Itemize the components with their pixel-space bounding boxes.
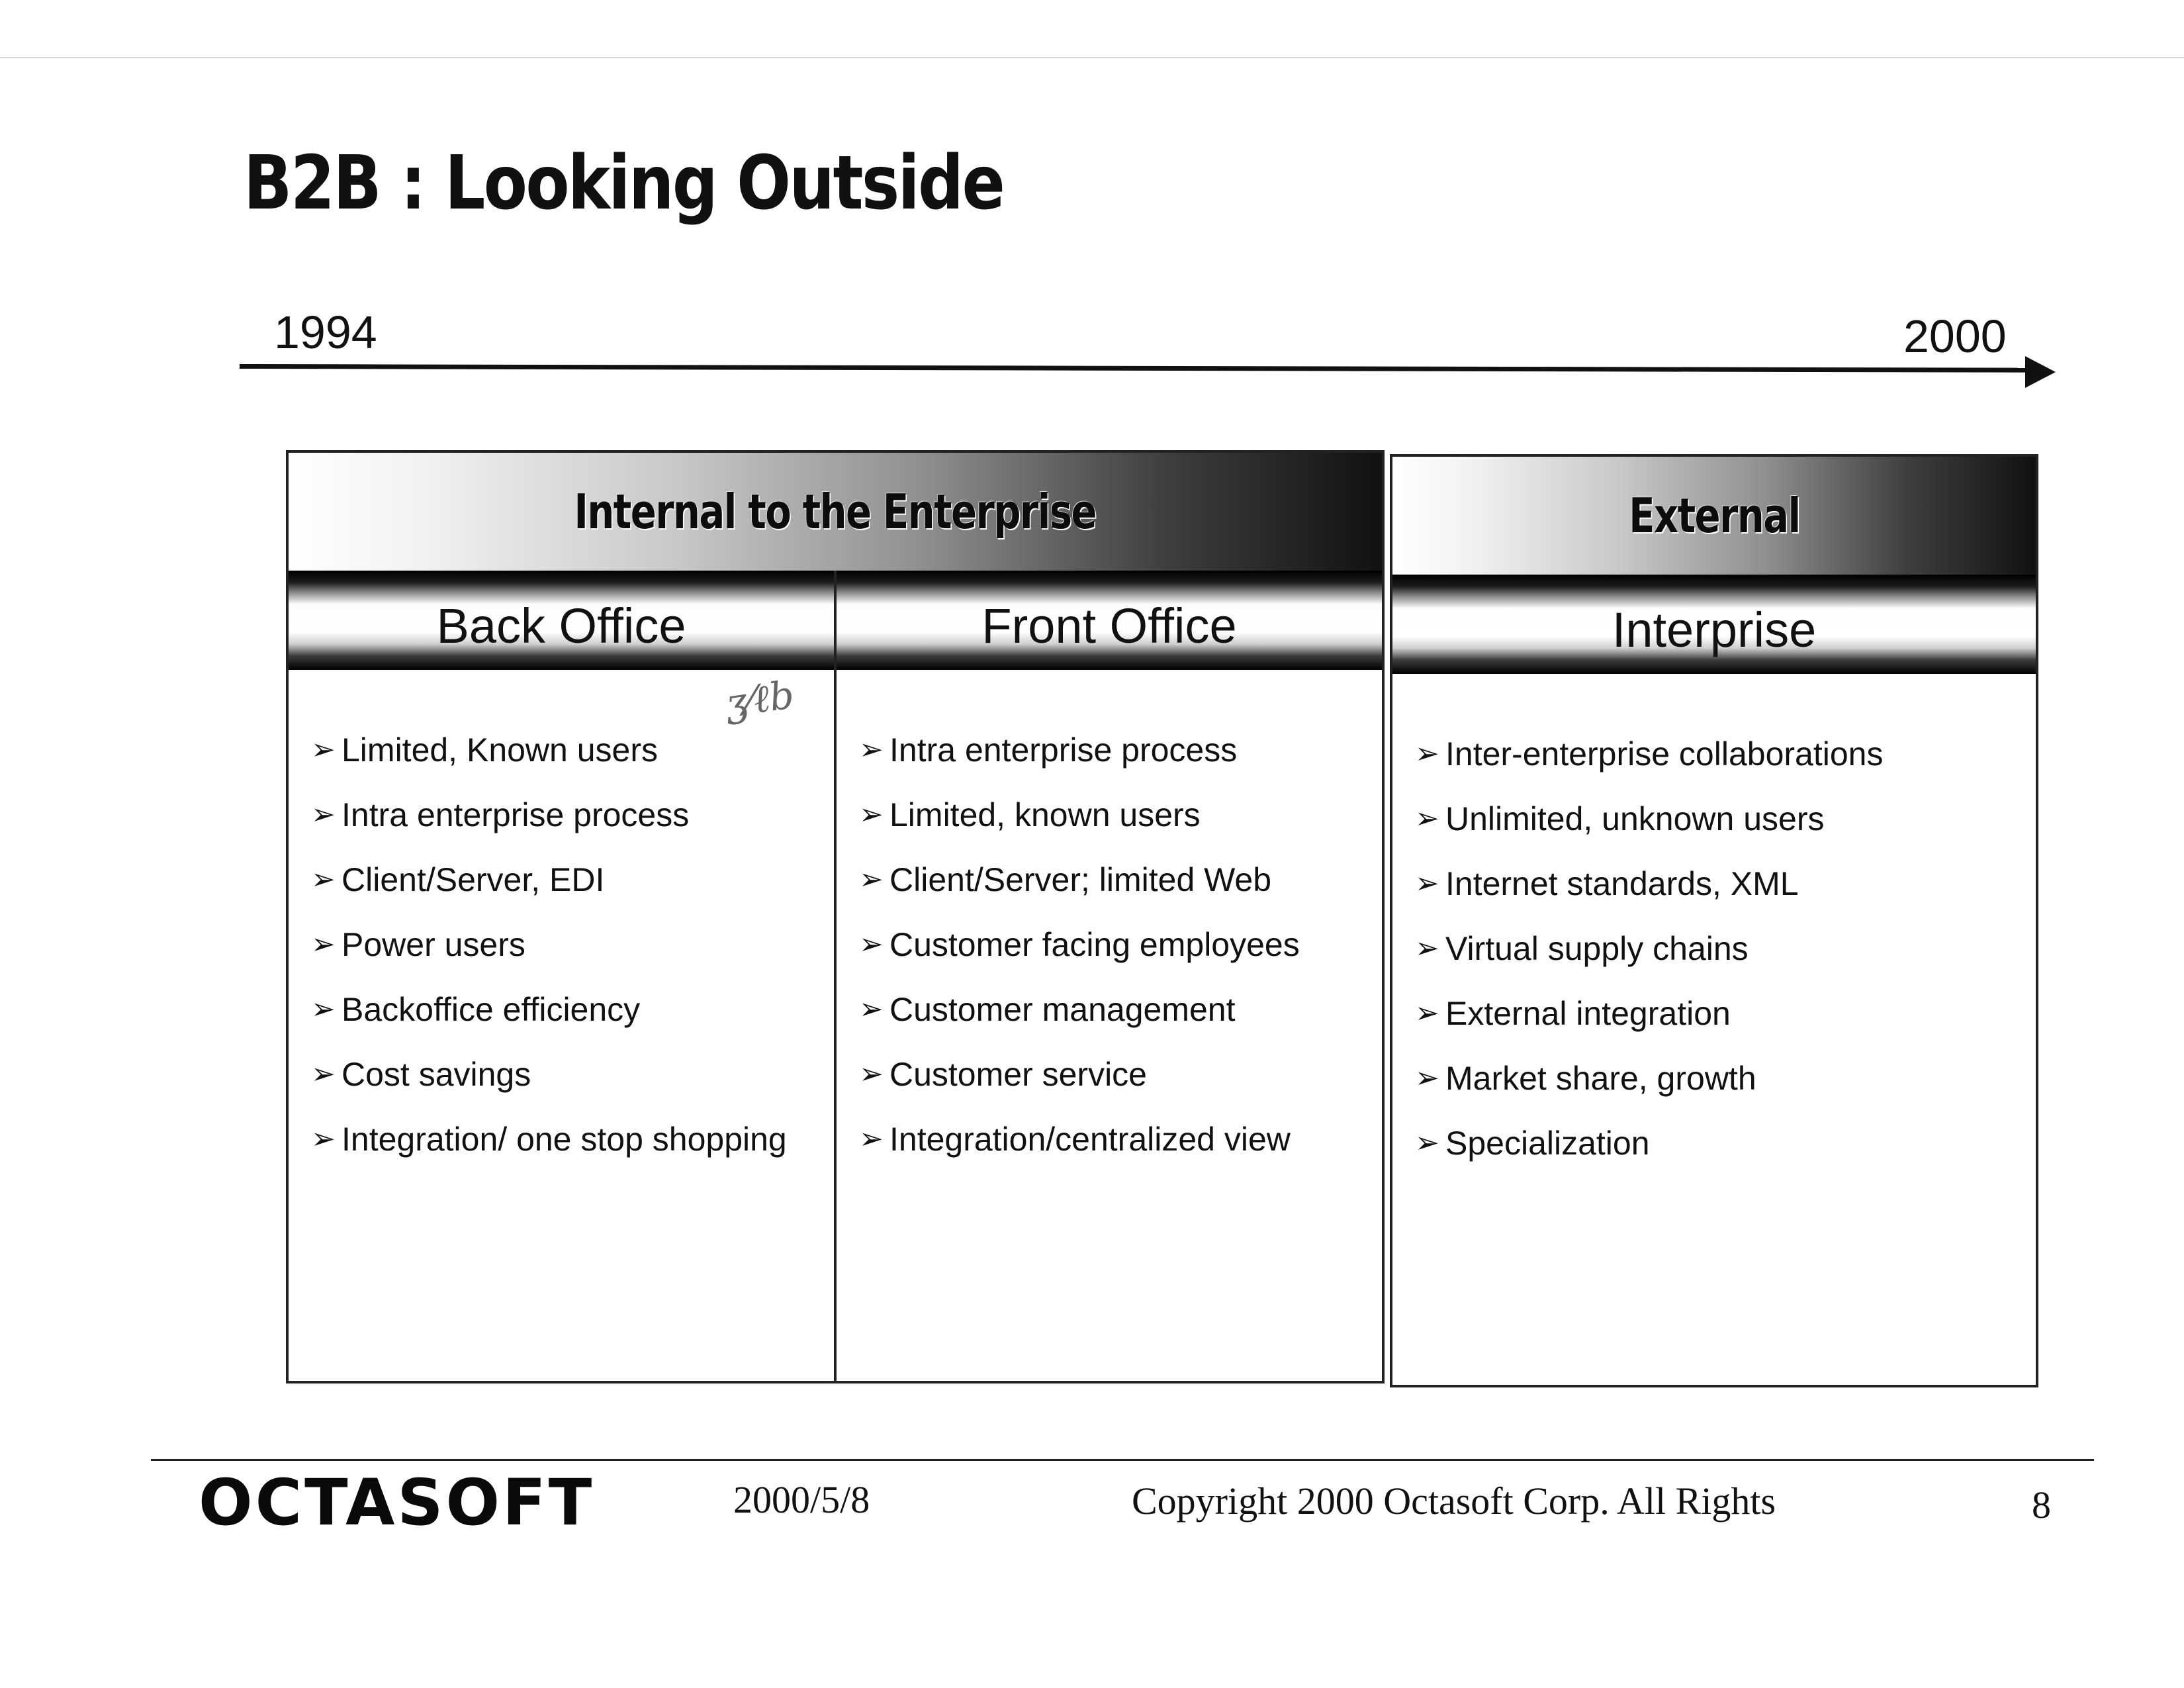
- arrow-bullet-icon: ➢: [859, 993, 884, 1025]
- internal-subheader-row: [289, 571, 1382, 670]
- list-item: ➢ Inter-enterprise collaborations: [1415, 731, 2029, 777]
- interprise-subheader: [1392, 575, 2036, 674]
- octasoft-logo: OCTASOFT: [199, 1466, 595, 1540]
- arrow-bullet-icon: ➢: [859, 733, 884, 766]
- interprise-list: [1415, 731, 2029, 1185]
- back-office-label: Back Office: [436, 598, 686, 653]
- arrow-bullet-icon: ➢: [859, 1123, 884, 1155]
- interprise-label: Interprise: [1612, 602, 1817, 657]
- arrow-bullet-icon: ➢: [859, 1058, 884, 1090]
- handwritten-mark: ʒ⁄ℓb: [722, 672, 797, 726]
- arrow-bullet-icon: ➢: [859, 798, 884, 831]
- front-office-label: Front Office: [981, 598, 1237, 653]
- timeline-end-year: 2000: [1903, 310, 2007, 362]
- front-office-list: [859, 727, 1375, 1181]
- list-item: ➢ Internet standards, XML: [1415, 861, 2029, 907]
- arrow-bullet-icon: ➢: [311, 863, 336, 896]
- internal-columns: [289, 670, 1382, 1381]
- arrow-bullet-icon: ➢: [311, 928, 336, 961]
- external-subheader-row: [1392, 575, 2036, 674]
- arrow-bullet-icon: ➢: [311, 733, 336, 766]
- back-office-list: [311, 727, 827, 1181]
- internal-header-band: [289, 453, 1382, 571]
- slide-title: B2B : Looking Outside: [244, 140, 1004, 226]
- external-header-band: [1392, 457, 2036, 575]
- scan-edge: [0, 57, 2184, 58]
- back-office-column: [289, 670, 834, 1381]
- arrow-bullet-icon: ➢: [311, 1058, 336, 1090]
- timeline-start-year: 1994: [274, 306, 377, 358]
- list-item: ➢ Specialization: [1415, 1120, 2029, 1166]
- list-item: ➢ Backoffice efficiency: [311, 986, 827, 1033]
- list-item: ➢ Integration/ one stop shopping: [311, 1116, 827, 1162]
- internal-panel: [286, 450, 1385, 1383]
- timeline-line: [240, 364, 2034, 373]
- arrow-bullet-icon: ➢: [1415, 867, 1439, 900]
- footer-divider: [151, 1459, 2094, 1461]
- arrow-bullet-icon: ➢: [311, 1123, 336, 1155]
- footer-copyright: Copyright 2000 Octasoft Corp. All Rights: [1132, 1479, 1776, 1523]
- list-item: ➢ Customer service: [859, 1051, 1375, 1098]
- timeline-arrow-icon: [2025, 356, 2056, 388]
- arrow-bullet-icon: ➢: [859, 863, 884, 896]
- arrow-bullet-icon: ➢: [859, 928, 884, 961]
- list-item: ➢ Intra enterprise process: [311, 792, 827, 838]
- list-item: ➢ Limited, known users: [859, 792, 1375, 838]
- arrow-bullet-icon: ➢: [311, 993, 336, 1025]
- list-item: ➢ Client/Server; limited Web: [859, 857, 1375, 903]
- list-item: ➢ Integration/centralized view: [859, 1116, 1375, 1162]
- external-header-label: External: [1628, 488, 1800, 543]
- list-item: ➢ Customer facing employees: [859, 921, 1375, 968]
- page-number: 8: [2032, 1483, 2051, 1526]
- internal-header-label: Internal to the Enterprise: [574, 484, 1097, 539]
- arrow-bullet-icon: ➢: [1415, 932, 1439, 964]
- list-item: ➢ Client/Server, EDI: [311, 857, 827, 903]
- list-item: ➢ Limited, Known users: [311, 727, 827, 773]
- list-item: ➢ Power users: [311, 921, 827, 968]
- footer-date: 2000/5/8: [733, 1478, 870, 1521]
- front-office-column: [834, 670, 1382, 1381]
- list-item: ➢ Virtual supply chains: [1415, 925, 2029, 972]
- arrow-bullet-icon: ➢: [1415, 802, 1439, 835]
- external-panel: [1390, 454, 2038, 1387]
- external-columns: [1392, 674, 2036, 1385]
- arrow-bullet-icon: ➢: [1415, 997, 1439, 1029]
- list-item: ➢ Intra enterprise process: [859, 727, 1375, 773]
- list-item: ➢ Unlimited, unknown users: [1415, 796, 2029, 842]
- arrow-bullet-icon: ➢: [1415, 737, 1439, 770]
- list-item: ➢ Cost savings: [311, 1051, 827, 1098]
- arrow-bullet-icon: ➢: [1415, 1127, 1439, 1159]
- arrow-bullet-icon: ➢: [311, 798, 336, 831]
- list-item: ➢ Customer management: [859, 986, 1375, 1033]
- back-office-subheader: [289, 571, 834, 670]
- front-office-subheader: [834, 571, 1382, 670]
- list-item: ➢ Market share, growth: [1415, 1055, 2029, 1102]
- arrow-bullet-icon: ➢: [1415, 1062, 1439, 1094]
- list-item: ➢ External integration: [1415, 990, 2029, 1037]
- interprise-column: [1392, 674, 2036, 1385]
